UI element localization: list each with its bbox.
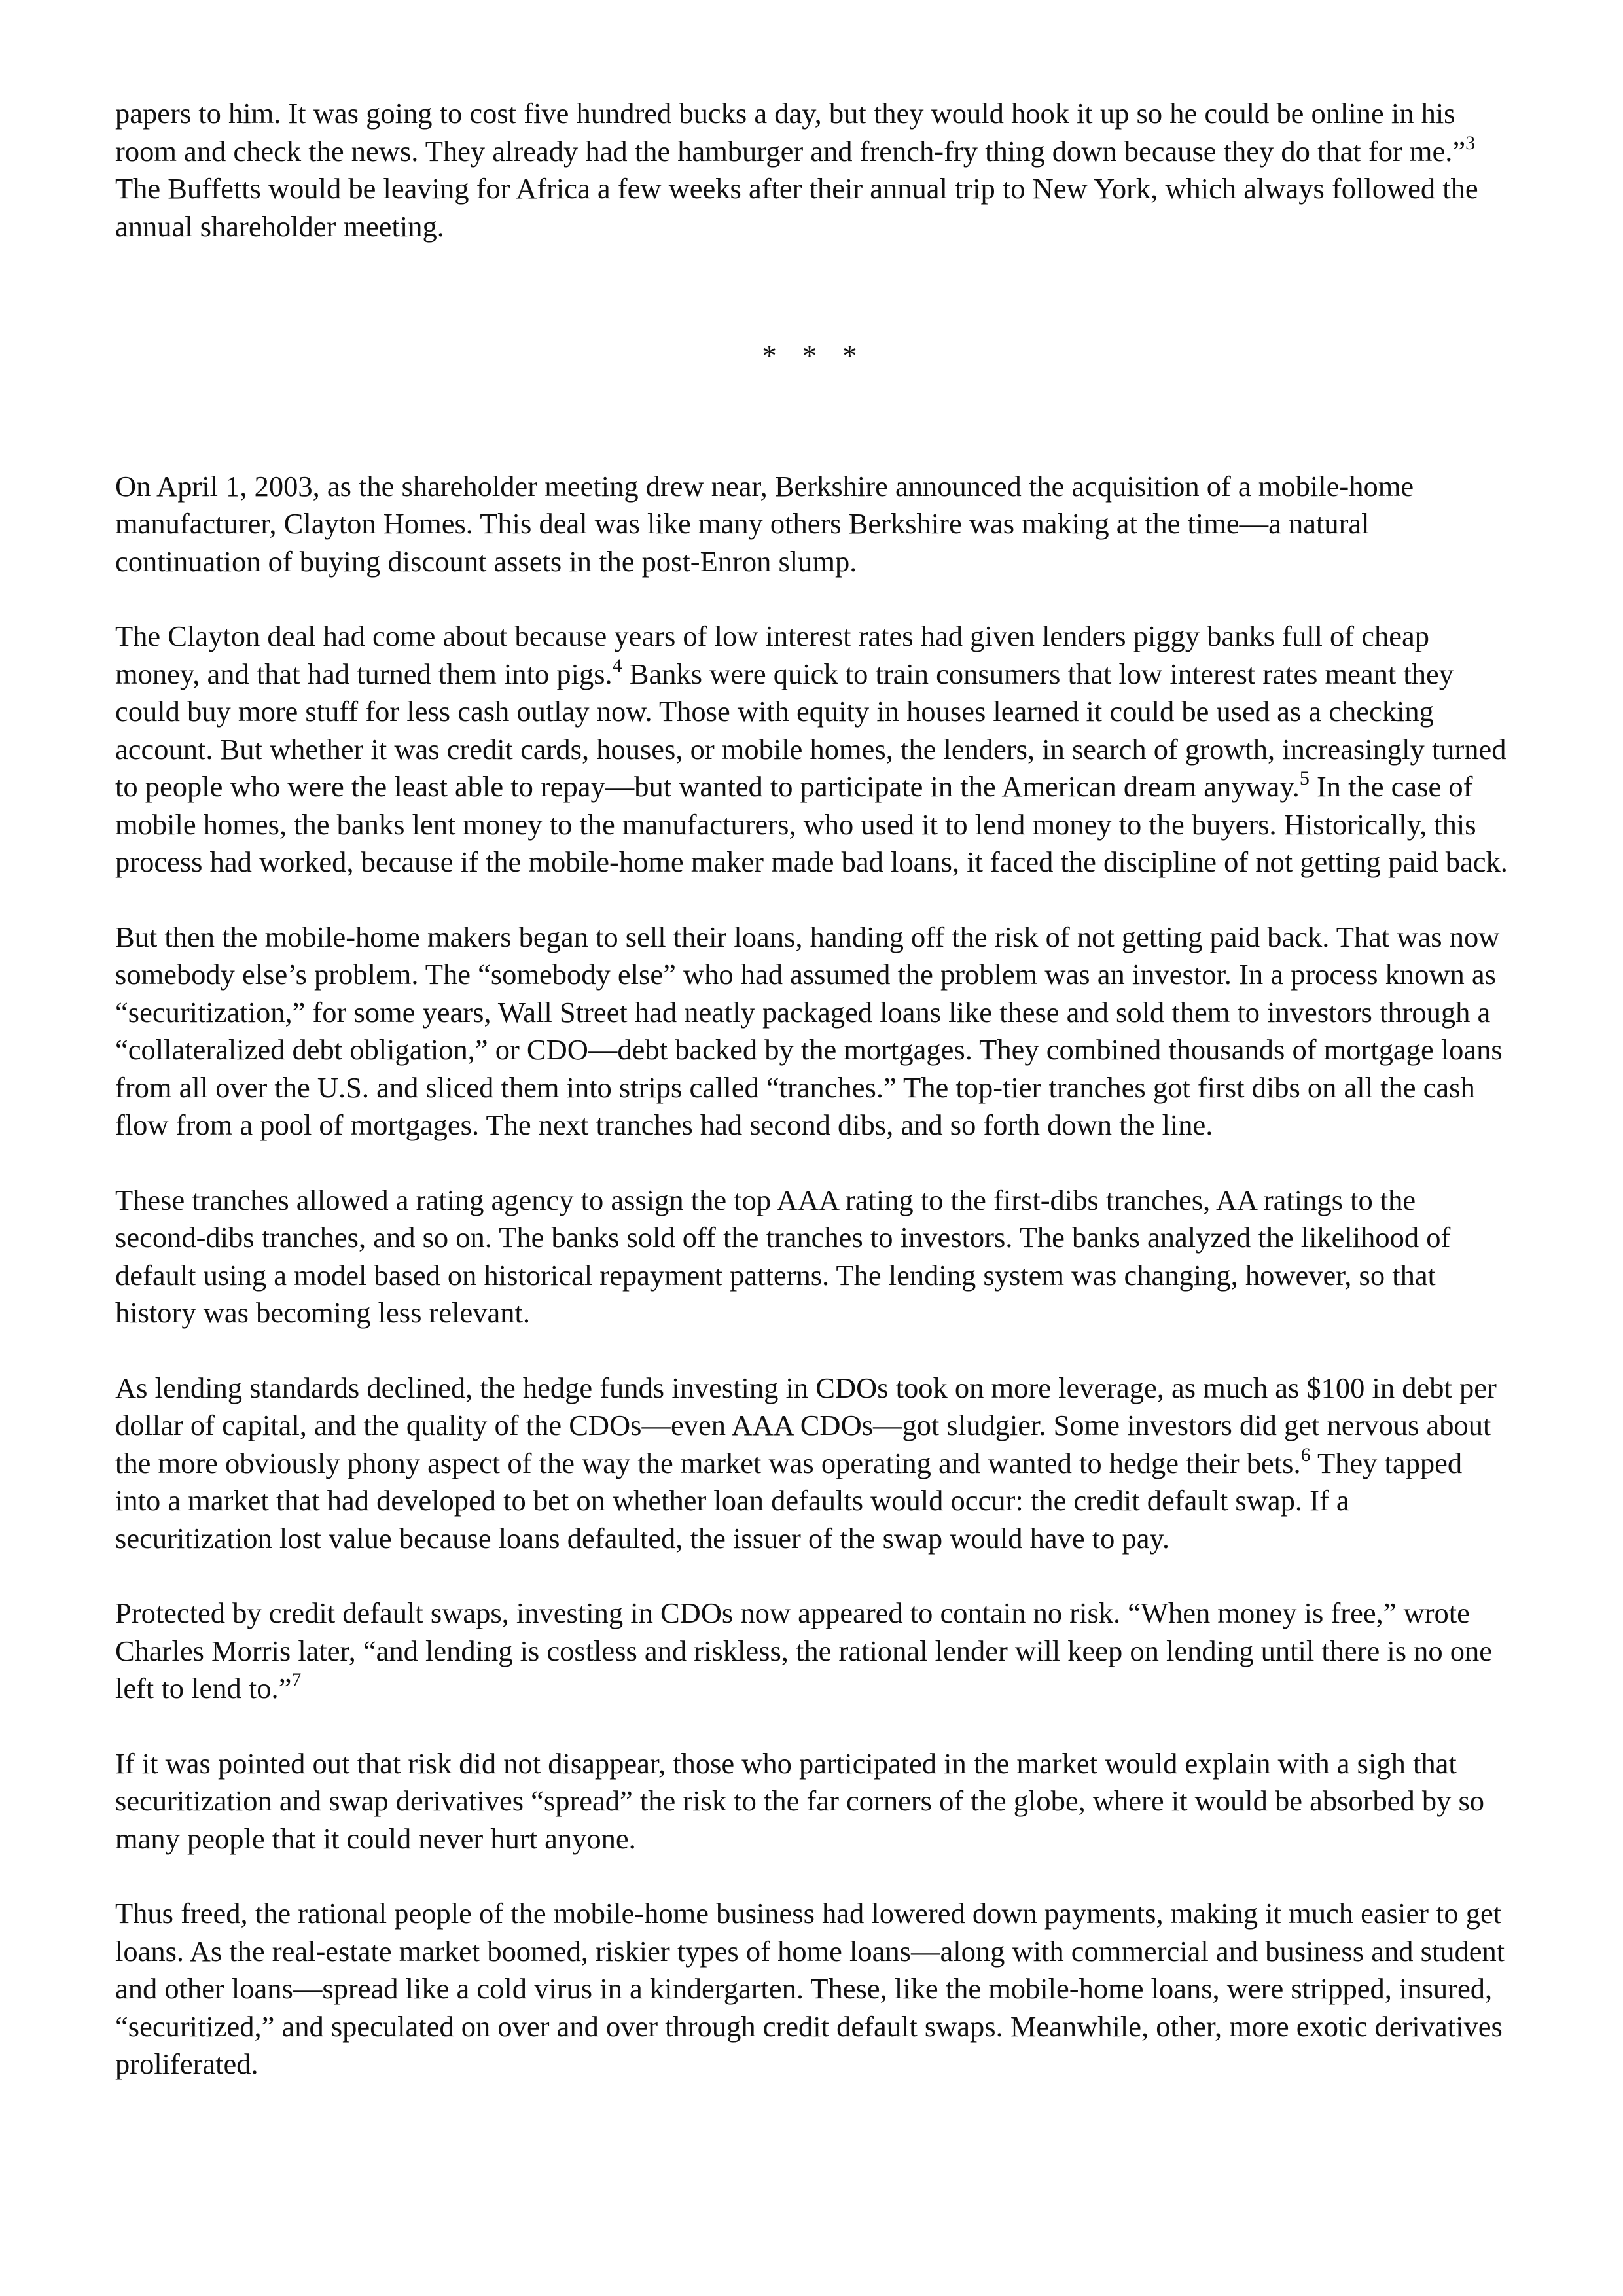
- paragraph-5: [115, 1182, 1513, 1332]
- section-separator: * * *: [762, 339, 866, 372]
- paragraph-text: But then the mobile-home makers began to sell their loans, handing off the risk of not getting paid back. That was now somebody else’s problem. The “somebody else” who had assumed the problem was an investor. In a process known as “securitization,” for some years, Wall Street had neatly packaged loans like these and sold them to investors through a “collateralized debt obligation,” or CDO—debt backed by the mortgages. They combined thousands of mortgage loans from all over the U.S. and sliced them into strips called “tranches.” The top-tier tranches got first dibs on all the cash flow from a pool of mortgages. The next tranches had second dibs, and so forth down the line.: [115, 920, 1503, 1141]
- paragraph-text: On April 1, 2003, as the shareholder meeting drew near, Berkshire announced the acquisition of a mobile-home manufacturer, Clayton Homes. This deal was like many others Berkshire was making at the time—a natural continuation of buying discount assets in the post-Enron slump.: [115, 469, 1414, 578]
- paragraph-7: [115, 1595, 1513, 1708]
- paragraph-2: [115, 468, 1513, 581]
- paragraph-text: As lending standards declined, the hedge funds investing in CDOs took on more leverage, as much as $100 in debt per dollar of capital, and the quality of the CDOs—even AAA CDOs—got sludgier. Some investors did get nervous about the more obviously phony aspect of the way the market was operating and wanted to hedge their bets.: [115, 1371, 1497, 1479]
- paragraph-3: [115, 618, 1513, 881]
- paragraph-1: [115, 95, 1513, 245]
- paragraph-text: If it was pointed out that risk did not disappear, those who participated in the market would explain with a sigh that securitization and swap derivatives “spread” the risk to the far corners of the globe, where it would be absorbed by so many people that it could never hurt anyone.: [115, 1746, 1485, 1855]
- paragraph-text: papers to him. It was going to cost five hundred bucks a day, but they would hook it up so he could be online in his room and check the news. They already had the hamburger and french-fry thing down because they do that for me.”: [115, 97, 1466, 168]
- footnote-marker: 6: [1300, 1443, 1311, 1466]
- paragraph-text: They tapped into a market that had developed to bet on whether loan defaults would occur: the credit default swap. If a securitization lost value because loans defaulted, the issuer of the swap would have to pay.: [115, 1446, 1463, 1555]
- footnote-marker: 4: [612, 654, 622, 677]
- paragraph-6: [115, 1369, 1513, 1558]
- paragraph-text: In the case of mobile homes, the banks lent money to the manufacturers, who used it to lend money to the buyers. Historically, this process had worked, because if the mobile-home maker made bad loans, it faced the discipline of not getting paid back.: [115, 770, 1508, 878]
- footnote-marker: 7: [291, 1669, 302, 1691]
- paragraph-text: Thus freed, the rational people of the mobile-home business had lowered down payments, making it much easier to get loans. As the real-estate market boomed, riskier types of home loans—along with commercial and business and student and other loans—spread like a cold virus in a kindergarten. These, like the mobile-home loans, were stripped, insured, “securitized,” and speculated on over and over through credit default swaps. Meanwhile, other, more exotic derivatives proliferated.: [115, 1897, 1505, 2080]
- paragraph-text: Protected by credit default swaps, investing in CDOs now appeared to contain no risk. “When money is free,” wrote Charles Morris later, “and lending is costless and riskless, the rational lender will keep on lending until there is no one left to lend to.”: [115, 1597, 1493, 1704]
- paragraph-9: [115, 1895, 1513, 2083]
- paragraph-text: These tranches allowed a rating agency to assign the top AAA rating to the first-dibs tranches, AA ratings to the second-dibs tranches, and so on. The banks sold off the tranches to investors. The banks analyzed the likelihood of default using a model based on historical repayment patterns. The lending system was changing, however, so that history was becoming less relevant.: [115, 1183, 1451, 1329]
- paragraph-4: [115, 919, 1513, 1144]
- paragraph-text: Banks were quick to train consumers that low interest rates meant they could buy more stuff for less cash outlay now. Those with equity in houses learned it could be used as a checking account. But whether it was credit cards, houses, or mobile homes, the lenders, in search of growth, increasingly turned to people who were the least able to repay—but wanted to participate in the American dream anyway.: [115, 657, 1507, 803]
- page-body: [115, 95, 1513, 2121]
- paragraph-text: The Clayton deal had come about because years of low interest rates had given lenders piggy banks full of cheap money, and that had turned them into pigs.: [115, 620, 1429, 690]
- paragraph-8: [115, 1745, 1513, 1858]
- paragraph-text: The Buffetts would be leaving for Africa a few weeks after their annual trip to New York, which always followed the annual shareholder meeting.: [115, 172, 1478, 243]
- footnote-marker: 5: [1299, 768, 1310, 790]
- footnote-marker: 3: [1465, 132, 1476, 154]
